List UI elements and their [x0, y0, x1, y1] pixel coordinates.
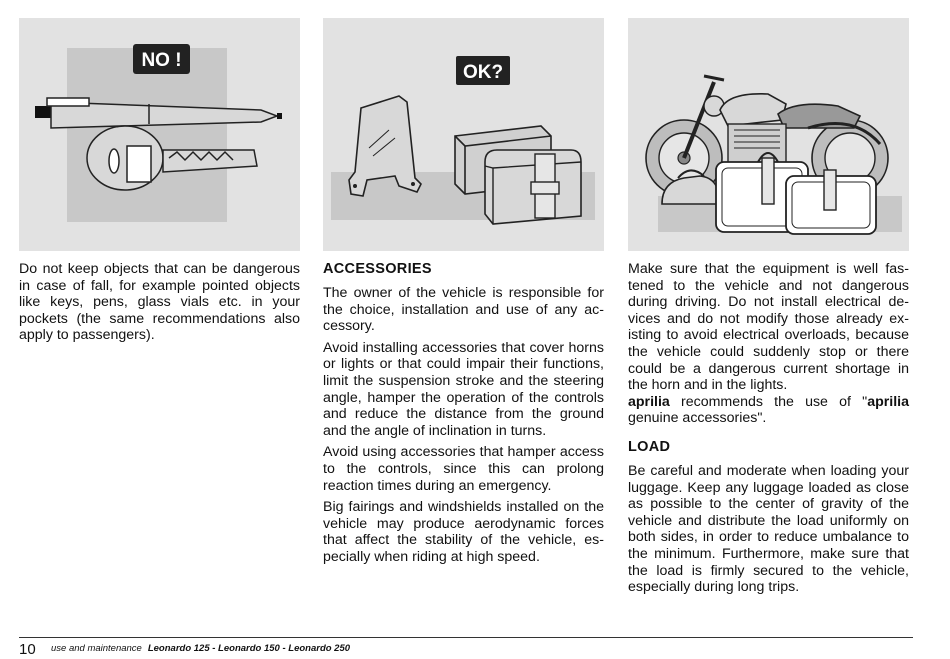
motorcycle-luggage-illustration: [628, 18, 909, 251]
recommend-end-text: genuine accessories".: [628, 410, 767, 427]
footer-label: use and maintenance: [51, 643, 142, 654]
page-number: 10: [19, 641, 36, 658]
accessories-heading: ACCESSORIES: [323, 261, 432, 277]
load-section: [628, 261, 909, 596]
column-accessories: [323, 18, 604, 571]
footer-models: Leonardo 125 - Leonardo 150 - Leonardo 250: [147, 643, 351, 654]
pockets-paragraph: Do not keep objects that can be dangerous in case of fall, for example pointed objects like keys, pens, glass vials etc. in your pockets (the same recommendations also apply to passengers).: [19, 261, 300, 344]
column-pockets: [19, 18, 300, 349]
no-badge: NO !: [141, 50, 182, 71]
windshield-cases-illustration: [323, 18, 604, 251]
accessories-section: [323, 261, 604, 566]
ok-badge: OK?: [462, 62, 504, 83]
load-paragraph: Be careful and moderate when loading your luggage. Keep any luggage loaded as close as possible to the center of gravity of the vehicle and distribute the load uniformly on both sides, in order to reduce umbalance to the minimum. Furthermore, make sure that the load is firmly secured to the vehicle, especially during long trips.: [628, 462, 909, 596]
brand-aprilia: aprilia: [628, 393, 670, 410]
illustration-windshield-cases: [323, 18, 604, 251]
pockets-warning-text: [19, 261, 300, 344]
equipment-paragraph: Make sure that the equipment is well fastened to the vehicle and not dangerous during driving. Do not install electrical devices and do not modify those already existing to avoid electrical overloads, because the vehicle could suddenly stop or there could be a dangerous current shortage in the horn and in the lights.: [628, 261, 909, 394]
recommend-text: recommends the use of ": [669, 393, 868, 410]
genuine-accessories-paragraph: [628, 394, 909, 427]
accessories-paragraph-1: The owner of the vehicle is responsible for the choice, installation and use of any accessory.: [323, 285, 604, 335]
column-load: [628, 18, 909, 601]
accessories-paragraph-4: Big fairings and windshields installed on the vehicle may produce aerodynamic forces that affect the stability of the vehicle, especially when riding at high speed.: [323, 499, 604, 565]
footer-caption: [51, 643, 350, 655]
accessories-paragraph-2: Avoid installing accessories that cover horns or lights or that could impair their functions, limit the suspension stroke and the steering angle, hamper the operation of the controls and reduce the distance from the ground and the angle of inclination in turns.: [323, 339, 604, 439]
accessories-paragraph-3: Avoid using accessories that hamper access to the controls, since this can prolong reaction times during an emergency.: [323, 444, 604, 494]
illustration-motorcycle-luggage: [628, 18, 909, 251]
pen-key-illustration: [19, 18, 300, 251]
illustration-pen-key: [19, 18, 300, 251]
brand-aprilia-2: aprilia: [867, 393, 909, 410]
load-heading: LOAD: [628, 438, 671, 455]
footer-divider: [19, 637, 913, 638]
